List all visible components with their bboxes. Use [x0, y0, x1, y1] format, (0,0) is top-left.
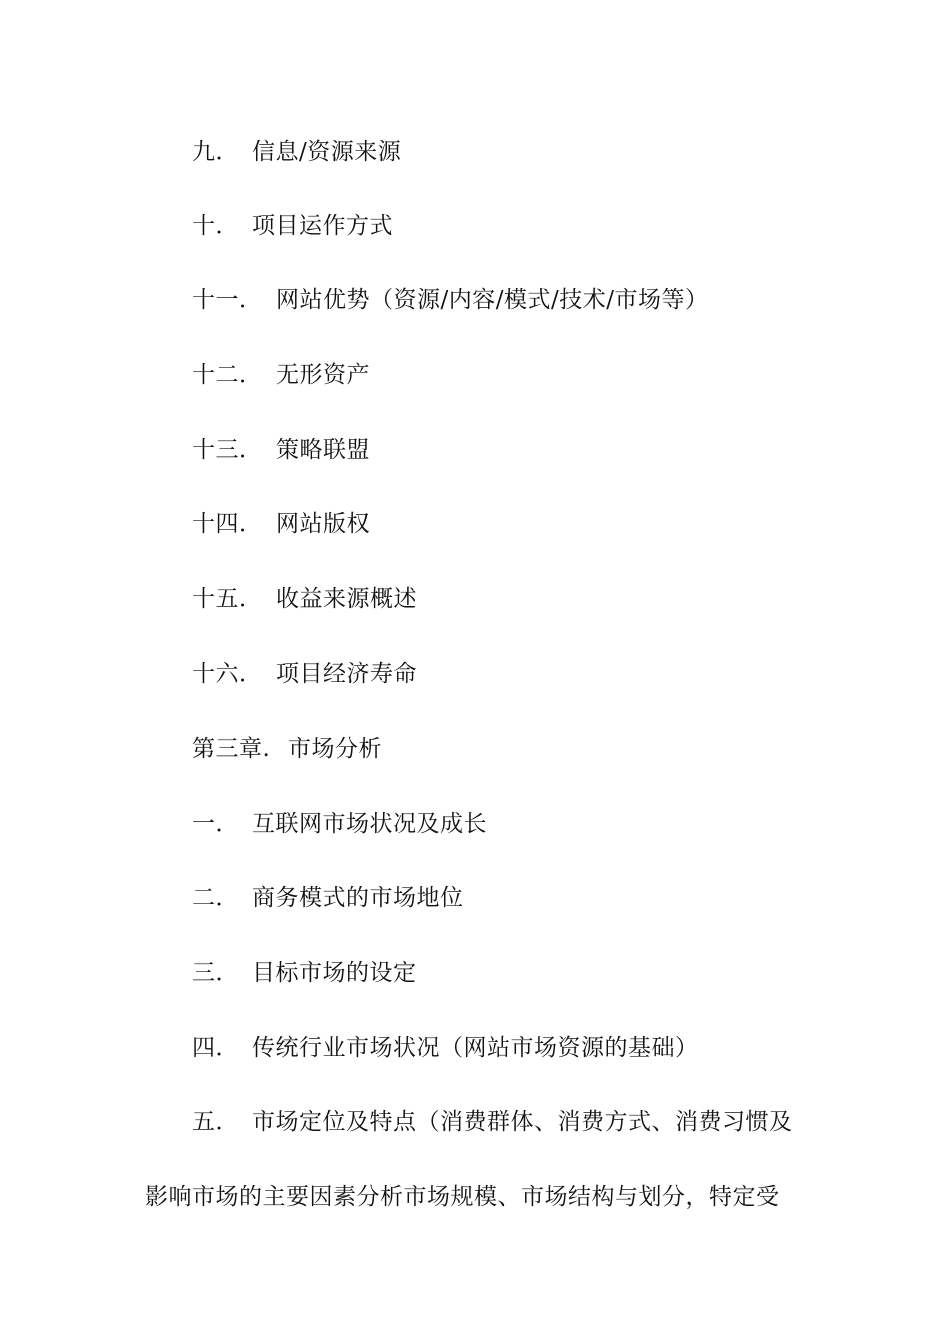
item-text: 互联网市场状况及成长: [252, 811, 487, 837]
item-number: 五．: [192, 1109, 239, 1135]
item-text: 项目运作方式: [252, 213, 393, 239]
item-number: 二．: [192, 885, 239, 911]
list-item: [192, 285, 709, 315]
item-number: 十二．: [192, 362, 263, 388]
item-text: 项目经济寿命: [276, 661, 417, 687]
list-item: [192, 509, 370, 539]
continuation-line: 影响市场的主要因素分析市场规模、市场结构与划分，特定受: [145, 1184, 780, 1210]
item-number: 九．: [192, 139, 239, 165]
item-number: 一．: [192, 811, 239, 837]
item-number: 十一．: [192, 287, 263, 313]
item-number: 三．: [192, 960, 239, 986]
list-item: [192, 360, 370, 390]
list-item: [192, 883, 464, 913]
list-item: [192, 211, 393, 241]
item-text: 网站版权: [276, 511, 370, 537]
item-number: 十五．: [192, 586, 263, 612]
list-item: [192, 584, 417, 614]
item-text: 网站优势（资源/内容/模式/技术/市场等）: [276, 287, 709, 313]
list-item: [192, 958, 417, 988]
list-item: [192, 137, 401, 167]
item-text: 无形资产: [276, 362, 370, 388]
item-number: 四．: [192, 1035, 239, 1061]
list-item: [192, 435, 370, 465]
item-text: 策略联盟: [276, 437, 370, 463]
item-text: 传统行业市场状况（网站市场资源的基础）: [252, 1035, 699, 1061]
list-item: [192, 1033, 699, 1063]
chapter-heading: [192, 734, 382, 764]
item-number: 十四．: [192, 511, 263, 537]
list-item: [192, 1107, 793, 1137]
chapter-number: 第三章.: [192, 736, 271, 762]
item-text: 市场定位及特点（消费群体、消费方式、消费习惯及: [252, 1109, 793, 1135]
chapter-title: 市场分析: [288, 736, 382, 762]
item-text: 商务模式的市场地位: [252, 885, 464, 911]
item-number: 十六．: [192, 661, 263, 687]
list-item: [192, 659, 417, 689]
item-text: 收益来源概述: [276, 586, 417, 612]
list-item: [192, 809, 487, 839]
item-text: 目标市场的设定: [252, 960, 417, 986]
item-text: 信息/资源来源: [252, 139, 402, 165]
item-number: 十三．: [192, 437, 263, 463]
item-number: 十．: [192, 213, 239, 239]
